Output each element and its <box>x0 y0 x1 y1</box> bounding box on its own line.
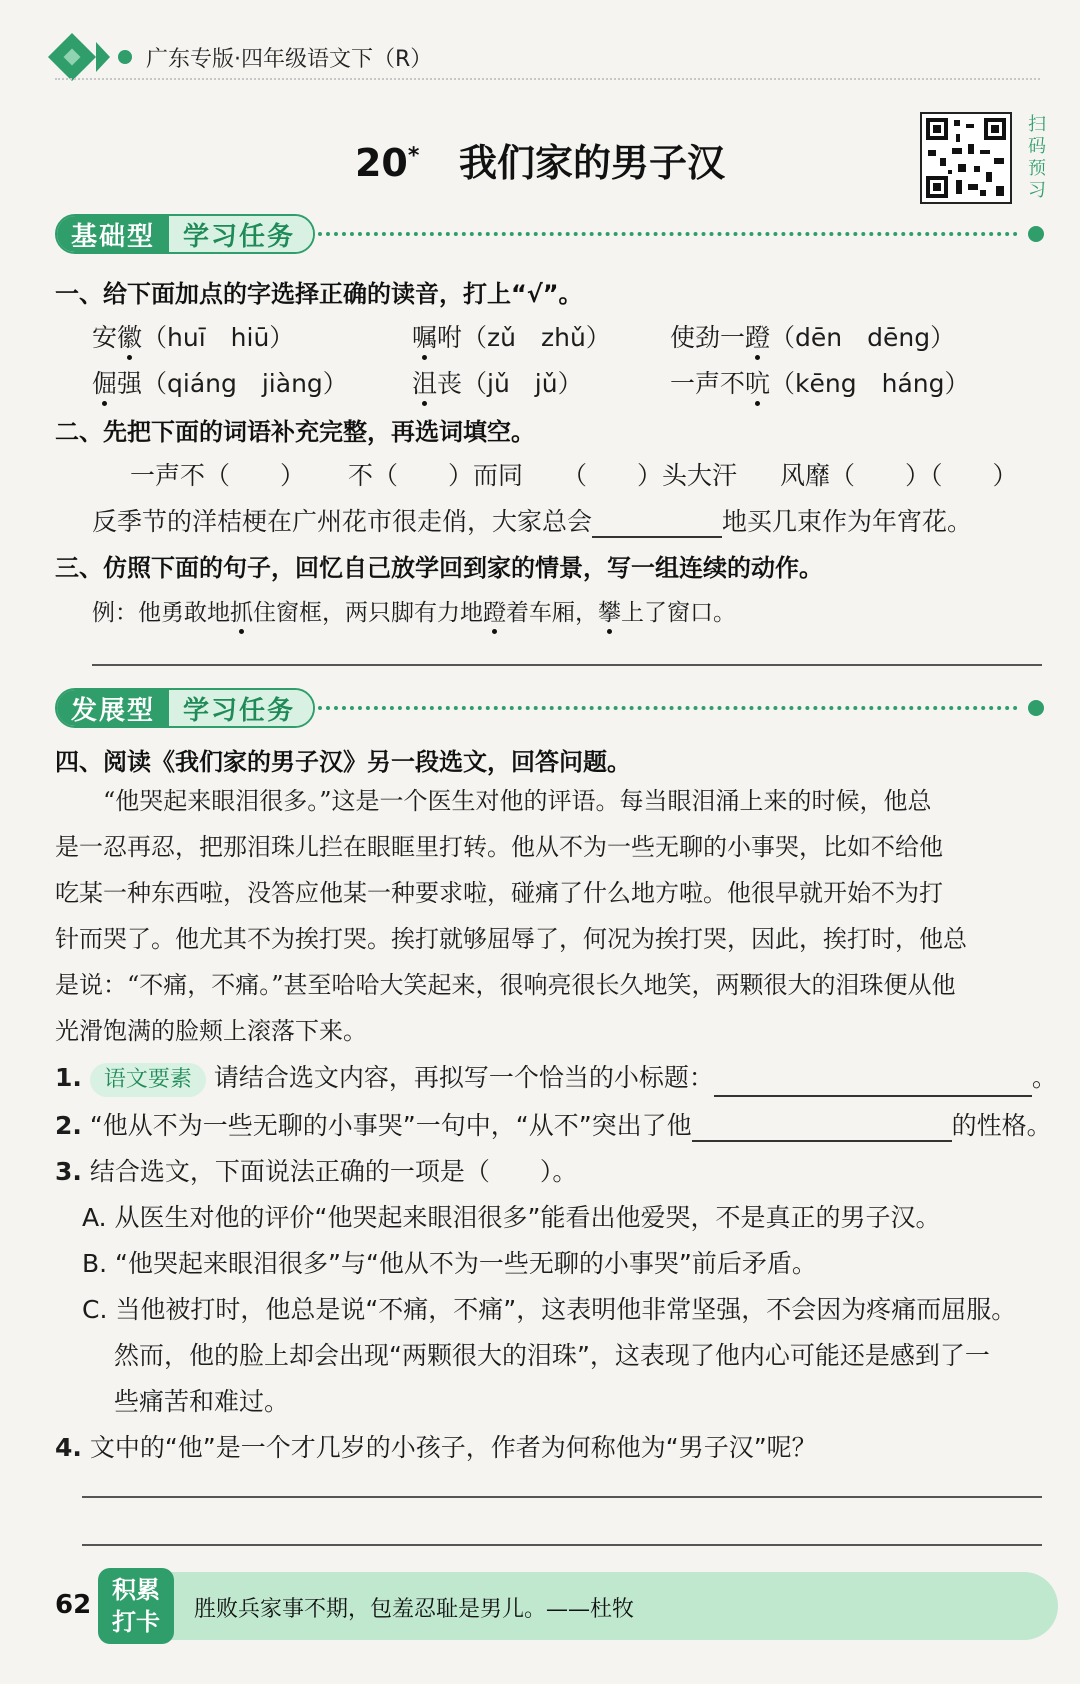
q4-sub3: 3. 结合选文，下面说法正确的一项是（ ）。 <box>55 1157 578 1186</box>
q1-item-4: 倔强（qiáng jiàng） <box>92 369 348 398</box>
qr-label: 扫码预习 <box>1025 114 1046 202</box>
q2-word-2[interactable]: 不（ ）而同 <box>348 461 524 490</box>
lesson-star: * <box>407 143 420 169</box>
q4-option-c-cont: 些痛苦和难过。 <box>114 1387 290 1416</box>
q4-sub1-blank[interactable] <box>714 1069 1032 1097</box>
footer-tag: 积累 打卡 <box>98 1568 174 1644</box>
q2-word-1[interactable]: 一声不（ ） <box>130 461 306 490</box>
footer-quote: 胜败兵家事不期，包羞忍耻是男儿。——杜牧 <box>194 1597 635 1622</box>
q4-title: 四、阅读《我们家的男子汉》另一段选文，回答问题。 <box>55 748 631 776</box>
q4-sub2: 2. “他从不为一些无聊的小事哭”一句中，“从不”突出了他 的性格。 <box>55 1111 1052 1140</box>
section-dev-label: 学习任务 <box>169 690 313 726</box>
q1-item-6: 一声不吭（kēng háng） <box>670 369 970 398</box>
element-tag: 语文要素 <box>90 1063 206 1097</box>
q4-answer-line-2[interactable] <box>82 1544 1042 1546</box>
q4-option-b[interactable]: B. “他哭起来眼泪很多”与“他从不为一些无聊的小事哭”前后矛盾。 <box>82 1249 817 1278</box>
q1-item-3: 使劲一蹬（dēn dēng） <box>670 323 956 352</box>
q4-sub4: 4. 文中的“他”是一个才几岁的小孩子，作者为何称他为“男子汉”呢？ <box>55 1433 817 1462</box>
section-basic-end-icon <box>1028 226 1044 242</box>
q3-answer-line[interactable] <box>92 664 1042 666</box>
q4-option-a[interactable]: A. 从医生对他的评价“他哭起来眼泪很多”能看出他爱哭，不是真正的男子汉。 <box>82 1203 941 1232</box>
section-basic-dots <box>318 232 1018 236</box>
section-dev-dots <box>318 706 1018 710</box>
q4-sub2-blank[interactable] <box>692 1114 952 1142</box>
q1-item-1: 安徽（huī hiū） <box>92 323 295 352</box>
q1-item-2: 嘱咐（zǔ zhǔ） <box>412 323 611 352</box>
q3-title: 三、仿照下面的句子，回忆自己放学回到家的情景，写一组连续的动作。 <box>55 554 823 582</box>
q2-word-4[interactable]: 风靡（ ）（ ） <box>780 461 1018 490</box>
q4-answer-line-1[interactable] <box>82 1496 1042 1498</box>
section-dev-end-icon <box>1028 700 1044 716</box>
passage-line: 针而哭了。他尤其不为挨打哭。挨打就够屈辱了，何况为挨打哭，因此，挨打时，他总 <box>55 925 967 953</box>
q2-answer-blank[interactable] <box>592 510 722 538</box>
section-dev-tag <box>55 688 315 728</box>
lesson-title: 我们家的男子汉 <box>459 141 726 185</box>
passage-line: 是一忍再忍，把那泪珠儿拦在眼眶里打转。他从不为一些无聊的小事哭，比如不给他 <box>55 833 943 861</box>
section-basic-tag <box>55 214 315 254</box>
q2-title: 二、先把下面的词语补充完整，再选词填空。 <box>55 418 535 446</box>
section-dev-type: 发展型 <box>57 690 169 726</box>
qr-code-icon[interactable] <box>920 112 1012 204</box>
page-number: 62 <box>55 1590 92 1620</box>
q4-passage <box>55 778 1045 1054</box>
q1-title: 一、给下面加点的字选择正确的读音，打上“√”。 <box>55 280 583 308</box>
q4-option-c[interactable]: C. 当他被打时，他总是说“不痛，不痛”，这表明他非常坚强，不会因为疼痛而屈服。 <box>82 1295 1017 1324</box>
lesson-number: 20 <box>354 141 408 185</box>
header-arrow-icon <box>96 42 110 72</box>
q4-sub1: 1. 语文要素 请结合选文内容，再拟写一个恰当的小标题： 。 <box>55 1058 1057 1097</box>
q1-item-5: 沮丧（jǔ jǔ） <box>412 369 583 398</box>
section-basic-type: 基础型 <box>57 216 169 252</box>
q2-sentence: 反季节的洋桔梗在广州花市很走俏，大家总会 地买几束作为年宵花。 <box>92 507 973 536</box>
q2-word-3[interactable]: （ ）头大汗 <box>562 461 738 490</box>
passage-line: 光滑饱满的脸颊上滚落下来。 <box>55 1017 367 1045</box>
lesson-title-block <box>0 132 1080 187</box>
q4-option-c-cont: 然而，他的脸上却会出现“两颗很大的泪珠”，这表现了他内心可能还是感到了一 <box>114 1341 990 1370</box>
section-basic-label: 学习任务 <box>169 216 313 252</box>
passage-line: 吃某一种东西啦，没答应他某一种要求啦，碰痛了什么地方啦。他很早就开始不为打 <box>55 879 943 907</box>
q3-example: 例：他勇敢地抓住窗框，两只脚有力地蹬着车厢，攀上了窗口。 <box>92 600 736 626</box>
passage-line: “他哭起来眼泪很多。”这是一个医生对他的评语。每当眼泪涌上来的时候，他总 <box>55 787 932 815</box>
passage-line: 是说：“不痛，不痛。”甚至哈哈大笑起来，很响亮很长久地笑，两颗很大的泪珠便从他 <box>55 971 956 999</box>
header-divider <box>55 78 1040 80</box>
header-series: 广东专版·四年级语文下（R） <box>146 47 433 72</box>
header-dot-icon <box>118 50 132 64</box>
